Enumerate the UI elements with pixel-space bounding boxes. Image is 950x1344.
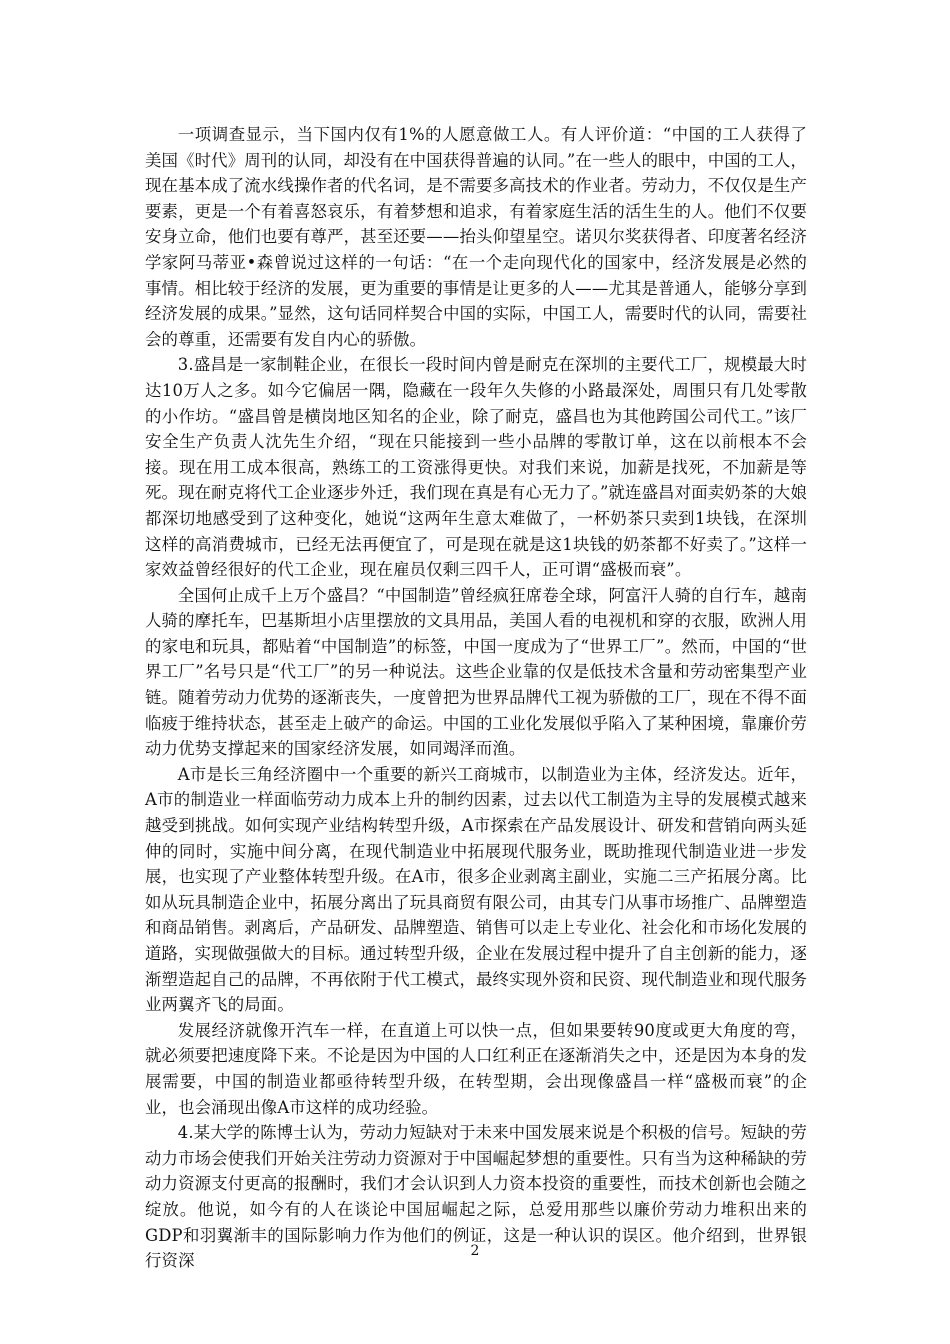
paragraph-economic-transition: 发展经济就像开汽车一样，在直道上可以快一点，但如果要转90度或更大角度的弯，就必须要把速度降下来。不论是因为中国的人口红利正在逐渐消失之中，还是因为本身的发展需要，中国的制造业都亟待转型升级，在转型期，会出现像盛昌一样“盛极而衰”的企业，也会涌现出像A市这样的成功经验。 bbox=[145, 1020, 807, 1117]
page-number: 2 bbox=[470, 1243, 480, 1259]
paragraph-worker-survey: 一项调查显示，当下国内仅有1%的人愿意做工人。有人评价道：“中国的工人获得了美国《时代》周刊的认同，却没有在中国获得普遍的认同。”在一些人的眼中，中国的工人，现在基本成了流水线操作者的代名词，是不需要多高技术的作业者。劳动力，不仅仅是生产要素，更是一个有着喜怒哀乐，有着梦想和追求，有着家庭生活的活生生的人。他们不仅要安身立命，他们也要有尊严，甚至还要——抬头仰望星空。诺贝尔奖获得者、印度著名经济学家阿马蒂亚•森曾说过这样的一句话：“在一个走向现代化的国家中，经济发展是必然的事情。相比较于经济的发展，更为重要的事情是让更多的人——尤其是普通人，能够分享到经济发展的成果。”显然，这句话同样契合中国的实际，中国工人，需要时代的认同，需要社会的尊重，还需要有发自内心的骄傲。 bbox=[145, 125, 807, 349]
paragraph-city-a: A市是长三角经济圈中一个重要的新兴工商城市，以制造业为主体，经济发达。近年，A市的制造业一样面临劳动力成本上升的制约因素，过去以代工制造为主导的发展模式越来越受到挑战。如何实现产业结构转型升级，A市探索在产品发展设计、研发和营销向两头延伸的同时，实施中间分离，在现代制造业中拓展现代服务业，既助推现代制造业进一步发展，也实现了产业整体转型升级。在A市，很多企业剥离主副业，实施二三产拓展分离。比如从玩具制造企业中，拓展分离出了玩具商贸有限公司，由其专门从事市场推广、品牌塑造和商品销售。剥离后，产品研发、品牌塑造、销售可以走上专业化、社会化和市场化发展的道路，实现做强做大的目标。通过转型升级，企业在发展过程中提升了自主创新的能力，逐渐塑造起自己的品牌，不再依附于代工模式，最终实现外资和民资、现代制造业和现代服务业两翼齐飞的局面。 bbox=[145, 764, 807, 1015]
document-page bbox=[145, 122, 807, 1274]
paragraph-dr-chen: 4.某大学的陈博士认为，劳动力短缺对于未来中国发展来说是个积极的信号。短缺的劳动力市场会使我们开始关注劳动力资源对于中国崛起梦想的重要性。只有当为这种稀缺的劳动力资源支付更高的报酬时，我们才会认识到人力资本投资的重要性，而技术创新也会随之绽放。他说，如今有的人在谈论中国屈崛起之际，总爱用那些以廉价劳动力堆积出来的GDP和羽翼渐丰的国际影响力作为他们的例证，这是一种认识的误区。他介绍到，世界银行资深 bbox=[145, 1123, 807, 1271]
paragraph-made-in-china: 全国何止成千上万个盛昌？“中国制造”曾经疯狂席卷全球，阿富汗人骑的自行车，越南人骑的摩托车，巴基斯坦小店里摆放的文具用品，美国人看的电视机和穿的衣服，欧洲人用的家电和玩具，都贴着“中国制造”的标签，中国一度成为了“世界工厂”。然而，中国的“世界工厂”名号只是“代工厂”的另一种说法。这些企业靠的仅是低技术含量和劳动密集型产业链。随着劳动力优势的逐渐丧失，一度曾把为世界品牌代工视为骄傲的工厂，现在不得不面临疲于维持状态，甚至走上破产的命运。中国的工业化发展似乎陷入了某种困境，靠廉价劳动力优势支撑起来的国家经济发展，如同竭泽而渔。 bbox=[145, 585, 807, 759]
paragraph-shengchang-case: 3.盛昌是一家制鞋企业，在很长一段时间内曾是耐克在深圳的主要代工厂，规模最大时达10万人之多。如今它偏居一隅，隐藏在一段年久失修的小路最深处，周围只有几处零散的小作坊。“盛昌曾是横岗地区知名的企业，除了耐克，盛昌也为其他跨国公司代工。”该厂安全生产负责人沈先生介绍，“现在只能接到一些小品牌的零散订单，这在以前根本不会接。现在用工成本很高，熟练工的工资涨得更快。对我们来说，加薪是找死，不加薪是等死。现在耐克将代工企业逐步外迁，我们现在真是有心无力了。”就连盛昌对面卖奶茶的大娘都深切地感受到了这种变化，她说“这两年生意太难做了，一杯奶茶只卖到1块钱，在深圳这样的高消费城市，已经无法再便宜了，可是现在就是这1块钱的奶茶都不好卖了。”这样一家效益曾经很好的代工企业，现在雇员仅剩三四千人，正可谓“盛极而衰”。 bbox=[145, 355, 807, 580]
